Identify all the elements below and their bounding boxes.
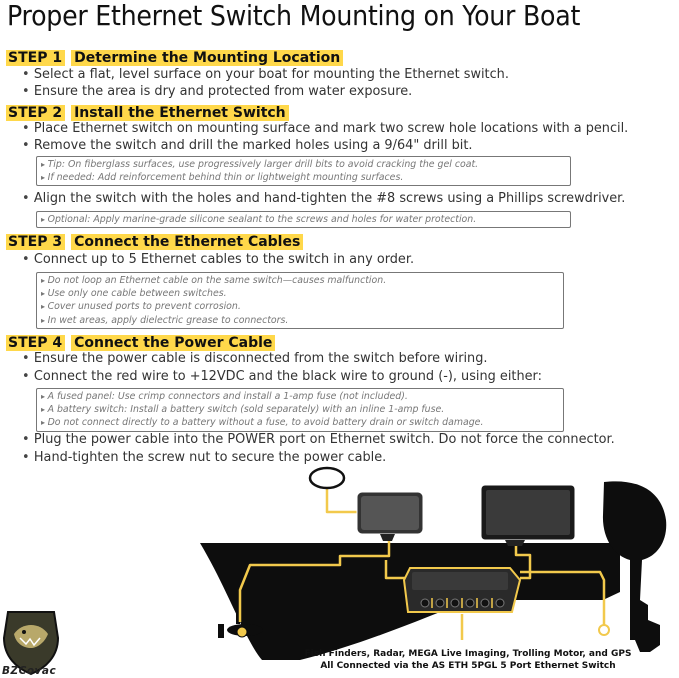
step-2-tip-box	[36, 156, 571, 186]
note-line: ▸ Do not connect directly to a battery without a fuse, to avoid battery drain or switch damage.	[41, 416, 559, 429]
step-3-number: STEP 3	[6, 234, 65, 250]
gps-antenna	[310, 468, 344, 488]
bullet-dot: •	[22, 191, 30, 206]
note-line: ▸ Do not loop an Ethernet cable on the same switch—causes malfunction.	[41, 274, 559, 287]
step-2-number: STEP 2	[6, 105, 65, 121]
step-3-bullet	[22, 252, 414, 267]
bullet-dot: •	[22, 67, 30, 82]
bullet-text: Hand-tighten the screw nut to secure the power cable.	[33, 450, 387, 465]
step-2-title: Install the Ethernet Switch	[71, 105, 289, 121]
bullet-text: Connect the red wire to +12VDC and the black wire to ground (-), using either:	[33, 369, 542, 384]
step-1-bullet	[22, 67, 509, 82]
step-4-bullet	[22, 351, 487, 366]
note-line: ▸ A battery switch: Install a battery switch (sold separately) with an inline 1-amp fuse.	[41, 403, 559, 416]
bullet-dot: •	[22, 369, 30, 384]
bullet-text: Place Ethernet switch on mounting surface and mark two screw hole locations with a pencil.	[33, 121, 629, 136]
step-1-bullet	[22, 84, 412, 99]
note-line: ▸ Cover unused ports to prevent corrosion.	[41, 300, 559, 313]
bullet-text: Ensure the area is dry and protected from water exposure.	[33, 84, 413, 99]
bullet-text: Connect up to 5 Ethernet cables to the switch in any order.	[33, 252, 415, 267]
bullet-dot: •	[22, 138, 30, 153]
step-2-heading	[6, 105, 289, 122]
boat-wiring-diagram	[0, 460, 679, 678]
step-2-bullet	[22, 191, 625, 206]
caption-line-1: Fish Finders, Radar, MEGA Live Imaging, Trolling Motor, and GPS	[304, 649, 632, 659]
bullet-dot: •	[22, 450, 30, 465]
page-title: Proper Ethernet Switch Mounting on Your Boat	[7, 0, 581, 32]
bullet-dot: •	[22, 84, 30, 99]
bullet-text: Align the switch with the holes and hand-tighten the #8 screws using a Phillips screwdriver.	[33, 191, 626, 206]
step-3-title: Connect the Ethernet Cables	[71, 234, 303, 250]
bullet-dot: •	[22, 252, 30, 267]
step-4-heading	[6, 335, 275, 352]
step-1-number: STEP 1	[6, 50, 65, 66]
note-line: ▸ In wet areas, apply dielectric grease to connectors.	[41, 314, 559, 327]
bullet-text: Remove the switch and drill the marked holes using a 9/64" drill bit.	[33, 138, 473, 153]
note-line: ▸ Tip: On fiberglass surfaces, use progressively larger drill bits to avoid cracking the gel coat.	[41, 158, 566, 171]
diagram-caption	[298, 648, 638, 672]
step-4-wiring-box	[36, 388, 564, 432]
note-line: ▸ Optional: Apply marine-grade silicone sealant to the screws and holes for water protection.	[41, 213, 566, 226]
step-4-bullet	[22, 432, 615, 447]
step-2-optional-box	[36, 211, 571, 228]
step-3-heading	[6, 234, 303, 251]
transducer	[599, 625, 609, 635]
bullet-text: Plug the power cable into the POWER port on Ethernet switch. Do not force the connector.	[33, 432, 615, 447]
fish-finder-large	[481, 485, 575, 546]
step-2-bullet	[22, 138, 473, 153]
bullet-text: Select a flat, level surface on your boat for mounting the Ethernet switch.	[33, 67, 509, 82]
step-4-title: Connect the Power Cable	[71, 335, 275, 351]
step-4-bullet	[22, 369, 542, 384]
caption-line-2: All Connected via the AS ETH 5PGL 5 Port Ethernet Switch	[320, 661, 616, 671]
step-1-heading	[6, 50, 343, 67]
ethernet-switch	[404, 568, 520, 612]
bullet-dot: •	[22, 121, 30, 136]
step-1-title: Determine the Mounting Location	[71, 50, 343, 66]
note-line: ▸ If needed: Add reinforcement behind thin or lightweight mounting surfaces.	[41, 171, 566, 184]
bullet-dot: •	[22, 351, 30, 366]
step-3-warning-box	[36, 272, 564, 329]
step-4-number: STEP 4	[6, 335, 65, 351]
note-line: ▸ Use only one cable between switches.	[41, 287, 559, 300]
bullet-text: Ensure the power cable is disconnected from the switch before wiring.	[33, 351, 488, 366]
brand-name: BZCovac	[2, 665, 57, 677]
bullet-dot: •	[22, 432, 30, 447]
fish-finder-small	[357, 492, 423, 541]
step-2-bullet	[22, 121, 628, 136]
note-line: ▸ A fused panel: Use crimp connectors and install a 1-amp fuse (not included).	[41, 390, 559, 403]
